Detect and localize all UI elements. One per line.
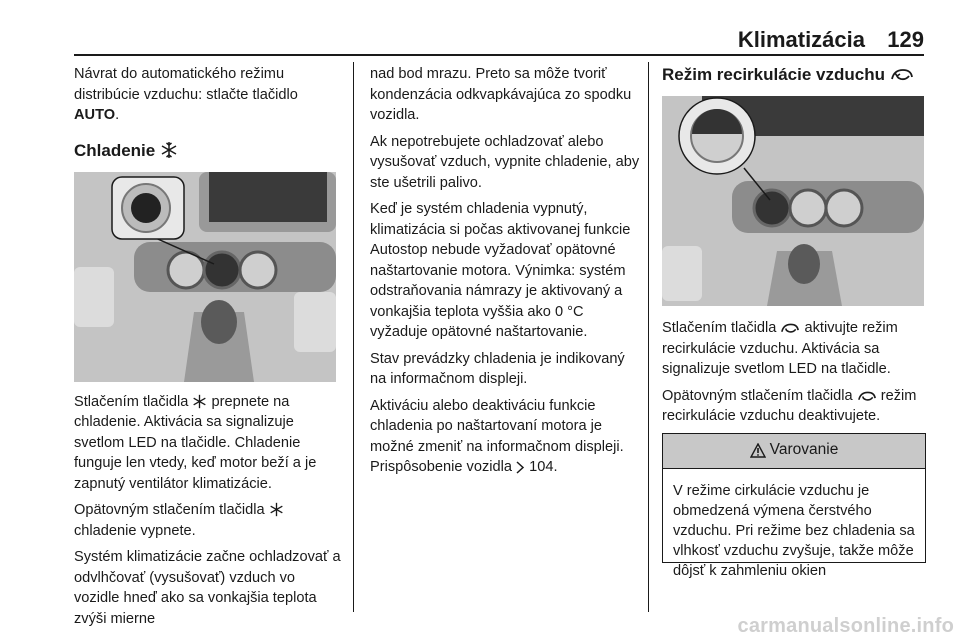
- recirculation-deactivation-paragraph: Opätovným stlačením tlačidla režim recirkulácie vzduchu deaktivujete.: [662, 387, 917, 424]
- warning-header: [663, 434, 925, 469]
- warning-title: Varovanie: [769, 441, 839, 459]
- condensation-paragraph: nad bod mrazu. Preto sa môže tvoriť kondenzácia odkvapkávajúca zo spodku vozidla.: [370, 66, 632, 123]
- cooling-button-figure: [74, 172, 336, 382]
- column-1: [74, 64, 344, 635]
- column-3: [662, 64, 926, 579]
- recirculation-button-figure: [662, 96, 924, 306]
- column-divider-2: [648, 62, 649, 612]
- arrow-right-icon: [516, 461, 525, 474]
- snowflake-icon: [160, 141, 178, 159]
- auto-label: AUTO: [74, 107, 116, 123]
- warning-box: [662, 433, 926, 579]
- column-2: [370, 64, 640, 484]
- snowflake-icon: [192, 394, 207, 409]
- cooling-activation-paragraph: Stlačením tlačidla prepnete na chladenie. Aktivácia sa signalizuje svetlom LED na tlačidle. Chladenie funguje len vtedy, keď motor beží a je zapnutý ventilátor klimatizácie.: [74, 393, 317, 492]
- section-heading-cooling: Chladenie: [74, 140, 344, 162]
- intro-paragraph: Návrat do automatického režimu distribúcie vzduchu: stlačte tlačidlo AUTO.: [74, 66, 298, 123]
- column-divider-1: [353, 62, 354, 612]
- recirculation-icon: [857, 390, 877, 403]
- page-reference: 104.: [529, 459, 558, 475]
- cooling-deactivation-paragraph: Opätovným stlačením tlačidla chladenie vypnete.: [74, 500, 344, 541]
- section-heading-recirculation: Režim recirkulácie vzduchu: [662, 64, 926, 86]
- fuel-saving-paragraph: Ak nepotrebujete ochladzovať alebo vysušovať vzduch, vypnite chladenie, aby ste ušetrili palivo.: [370, 133, 640, 191]
- autostop-paragraph: Keď je systém chladenia vypnutý, klimatizácia si počas aktivovanej funkcie Autostop nebude vyžadovať opätovné naštartovanie motora. Výnimka: systém odstraňovania námrazy je aktivovaný a vonkajšia teplota vyššia ako 0 °C vyžaduje opätovné naštartovanie.: [370, 201, 631, 340]
- page-number: 129: [887, 27, 924, 52]
- recirculation-icon: [780, 322, 800, 335]
- snowflake-icon: [269, 502, 284, 517]
- warning-triangle-icon: [750, 443, 766, 458]
- page-title: Klimatizácia: [737, 27, 865, 52]
- status-paragraph: Stav prevádzky chladenia je indikovaný na informačnom displeji.: [370, 350, 625, 387]
- settings-paragraph: Aktiváciu alebo deaktiváciu funkcie chladenia po naštartovaní motora je možné zmeniť na informačnom displeji. Prispôsobenie vozidla 104.: [370, 397, 624, 475]
- page-header: [0, 0, 960, 56]
- recirculation-icon: [890, 67, 914, 83]
- cooling-system-paragraph: Systém klimatizácie začne ochladzovať a odvlhčovať (vysušovať) vzduch vo vozidle hneď ako sa vonkajšia teplota zvýši mierne: [74, 549, 341, 627]
- recirculation-activation-paragraph: Stlačením tlačidla aktivujte režim recirkulácie vzduchu. Aktivácia sa signalizuje svetlom LED na tlačidle.: [662, 320, 898, 377]
- watermark: carmanualsonline.info: [737, 615, 954, 637]
- header-divider: [74, 54, 924, 56]
- warning-text: V režime cirkulácie vzduchu je obmedzená výmena čerstvého vzduchu. Pri režime bez chladenia sa vlhkosť vzduchu zvyšuje, takže môže dôjsť k zahmleniu okien: [673, 482, 915, 579]
